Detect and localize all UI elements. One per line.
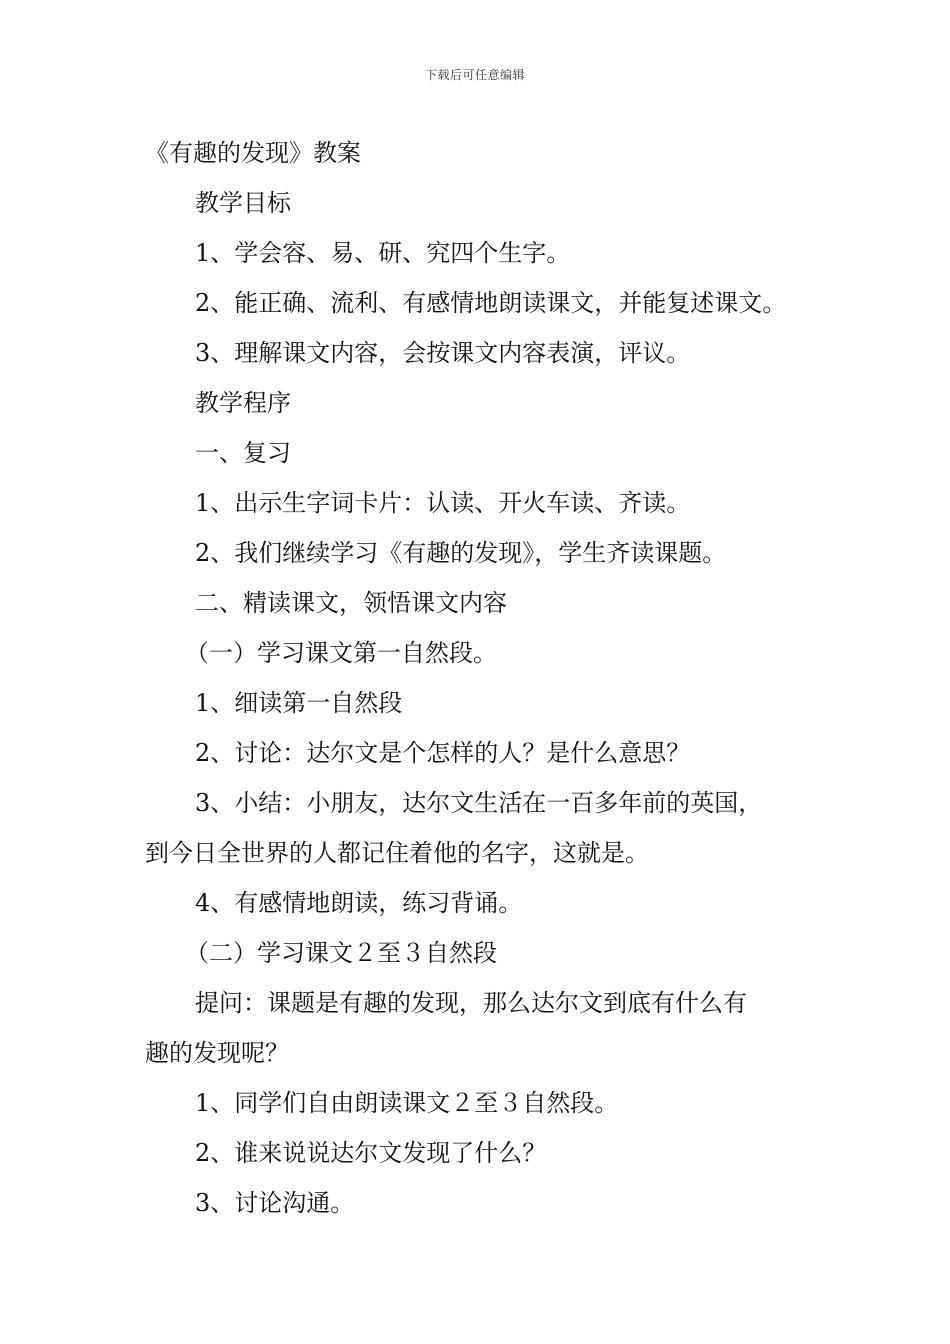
heading-teaching-goals: 教学目标	[195, 189, 291, 217]
section-close-reading: 二、精读课文，领悟课文内容	[195, 589, 507, 617]
step-item-3: 3、小结：小朋友，达尔文生活在一百多年前的英国，	[195, 789, 763, 817]
subsection-paragraph-1: （一）学习课文第一自然段。	[185, 639, 497, 667]
review-item-2: 2、我们继续学习《有趣的发现》，学生齐读课题。	[195, 539, 727, 567]
question-text-continued: 趣的发现呢？	[145, 1039, 289, 1067]
document-title: 《有趣的发现》教案	[145, 139, 361, 167]
heading-teaching-procedure: 教学程序	[195, 389, 291, 417]
activity-item-3: 3、讨论沟通。	[195, 1189, 355, 1217]
subsection-paragraphs-2-3: （二）学习课文２至３自然段	[185, 939, 497, 967]
step-item-2: 2、讨论：达尔文是个怎样的人？是什么意思？	[195, 739, 691, 767]
step-item-4: 4、有感情地朗读，练习背诵。	[195, 889, 523, 917]
header-note: 下载后可任意编辑	[424, 68, 525, 82]
document-body	[145, 128, 810, 1228]
step-item-3-continued: 到今日全世界的人都记住着他的名字，这就是。	[145, 839, 649, 867]
goal-item-1: 1、学会容、易、研、究四个生字。	[195, 239, 571, 267]
review-item-1: 1、出示生字词卡片：认读、开火车读、齐读。	[195, 489, 691, 517]
activity-item-2: 2、谁来说说达尔文发现了什么？	[195, 1139, 547, 1167]
goal-item-2: 2、能正确、流利、有感情地朗读课文，并能复述课文。	[195, 289, 787, 317]
activity-item-1: 1、同学们自由朗读课文２至３自然段。	[195, 1089, 619, 1117]
section-review: 一、复习	[195, 439, 291, 467]
question-text: 提问：课题是有趣的发现，那么达尔文到底有什么有	[195, 989, 747, 1017]
step-item-1: 1、细读第一自然段	[195, 689, 403, 717]
goal-item-3: 3、理解课文内容，会按课文内容表演，评议。	[195, 339, 691, 367]
